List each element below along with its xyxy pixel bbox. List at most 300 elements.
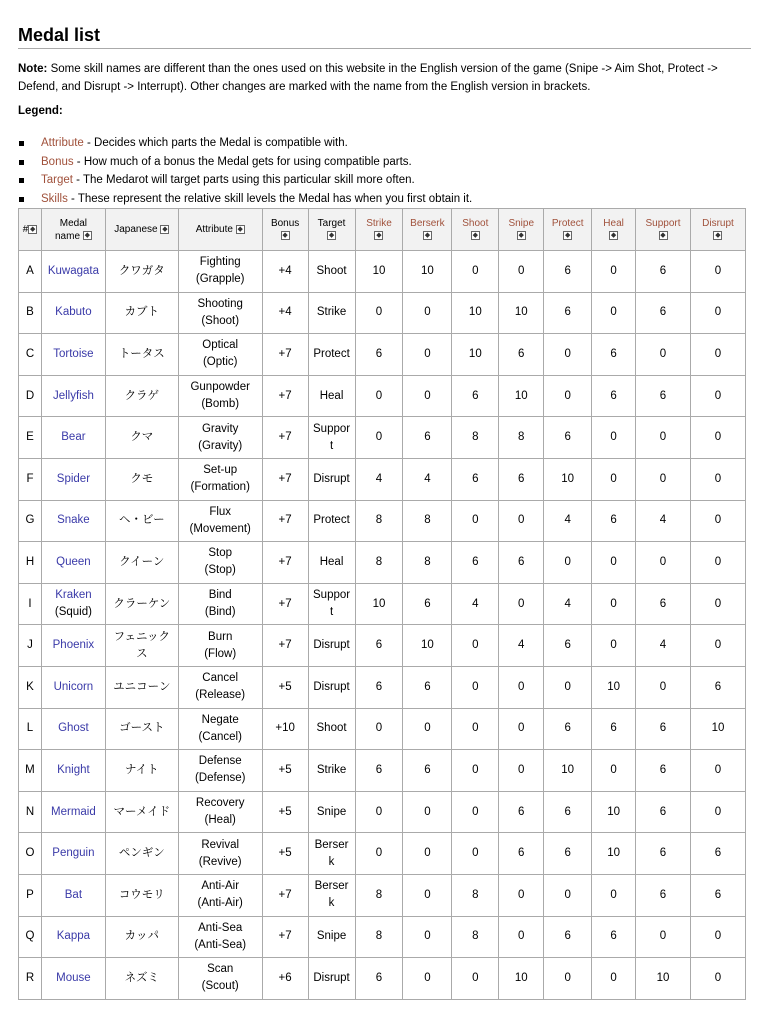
cell-japanese: ペンギン — [105, 833, 178, 875]
medal-name-link[interactable]: Mermaid — [51, 805, 96, 818]
cell-bonus: +5 — [262, 666, 308, 708]
cell-skill-protect: 6 — [544, 251, 592, 293]
sort-icon[interactable]: ◆ — [162, 225, 168, 233]
cell-medal-name[interactable] — [41, 417, 105, 459]
cell-target: Protect — [308, 500, 355, 542]
cell-bonus: +4 — [262, 251, 308, 293]
cell-skill-shoot: 8 — [452, 916, 499, 958]
medal-name-link[interactable]: Kraken — [55, 589, 92, 602]
cell-skill-snipe: 0 — [499, 583, 544, 625]
cell-skill-strike: 0 — [355, 417, 403, 459]
cell-medal-name[interactable] — [41, 334, 105, 376]
cell-skill-heal: 0 — [592, 542, 636, 584]
cell-skill-heal: 10 — [592, 666, 636, 708]
cell-skill-support: 6 — [636, 708, 691, 750]
cell-skill-shoot: 0 — [452, 750, 499, 792]
cell-skill-support: 4 — [636, 500, 691, 542]
cell-id: H — [19, 542, 42, 584]
cell-skill-disrupt: 0 — [690, 458, 745, 500]
table-row — [19, 874, 746, 916]
sort-icon[interactable]: ◆ — [472, 232, 479, 240]
table-row — [19, 833, 746, 875]
table-row — [19, 417, 746, 459]
cell-skill-protect: 0 — [544, 666, 592, 708]
cell-japanese: クワガタ — [105, 251, 178, 293]
cell-skill-berserk: 10 — [403, 251, 452, 293]
cell-skill-berserk: 0 — [403, 958, 452, 1000]
cell-skill-berserk: 10 — [403, 625, 452, 667]
cell-skill-protect: 6 — [544, 417, 592, 459]
cell-japanese: クラーケン — [105, 583, 178, 625]
cell-id: F — [19, 458, 42, 500]
cell-attribute: Set-up (Formation) — [178, 458, 262, 500]
cell-target: Disrupt — [308, 625, 355, 667]
legend-text: - The Medarot will target parts using this particular skill more often. — [72, 174, 415, 186]
cell-target: Strike — [308, 750, 355, 792]
cell-japanese: クイーン — [105, 542, 178, 584]
cell-skill-protect: 6 — [544, 916, 592, 958]
table-row — [19, 292, 746, 334]
cell-skill-disrupt: 0 — [690, 500, 745, 542]
cell-bonus: +7 — [262, 417, 308, 459]
cell-skill-strike: 0 — [355, 791, 403, 833]
cell-skill-berserk: 0 — [403, 334, 452, 376]
cell-skill-strike: 6 — [355, 334, 403, 376]
cell-skill-support: 0 — [636, 458, 691, 500]
cell-skill-shoot: 4 — [452, 583, 499, 625]
medal-name-link[interactable]: Mouse — [56, 971, 91, 984]
cell-bonus: +7 — [262, 500, 308, 542]
cell-id: A — [19, 251, 42, 293]
legend-item-target — [18, 171, 751, 190]
column-header-snipe[interactable]: Snipe ◆ — [499, 209, 544, 251]
cell-skill-support: 0 — [636, 916, 691, 958]
cell-skill-heal: 0 — [592, 458, 636, 500]
cell-skill-protect: 4 — [544, 583, 592, 625]
cell-target: Berser k — [308, 833, 355, 875]
cell-medal-name[interactable] — [41, 958, 105, 1000]
table-row — [19, 334, 746, 376]
cell-target: Heal — [308, 375, 355, 417]
table-row — [19, 542, 746, 584]
cell-target: Protect — [308, 334, 355, 376]
column-header-disrupt[interactable]: Disrupt ◆ — [690, 209, 745, 251]
cell-bonus: +7 — [262, 458, 308, 500]
column-header-name[interactable]: Medal name ◆ — [41, 209, 105, 251]
cell-target: Suppor t — [308, 417, 355, 459]
table-row — [19, 625, 746, 667]
sort-icon[interactable]: ◆ — [30, 225, 36, 233]
cell-bonus: +7 — [262, 375, 308, 417]
cell-id: O — [19, 833, 42, 875]
column-header-id[interactable]: # ◆ — [19, 209, 42, 251]
cell-skill-snipe: 4 — [499, 625, 544, 667]
cell-medal-name[interactable] — [41, 542, 105, 584]
table-row — [19, 791, 746, 833]
sort-icon[interactable]: ◆ — [660, 232, 666, 240]
legend-term[interactable]: Bonus — [41, 155, 74, 168]
cell-skill-snipe: 6 — [499, 334, 544, 376]
cell-skill-disrupt: 0 — [690, 625, 745, 667]
cell-target: Shoot — [308, 251, 355, 293]
cell-skill-heal: 6 — [592, 916, 636, 958]
legend-term[interactable]: Skills — [41, 192, 68, 205]
column-header-heal[interactable]: Heal ◆ — [592, 209, 636, 251]
legend-title: Legend: — [18, 105, 63, 117]
legend-text: - How much of a bonus the Medal gets for using compatible parts. — [73, 155, 412, 168]
sort-icon[interactable]: ◆ — [376, 232, 382, 240]
cell-skill-support: 0 — [636, 542, 691, 584]
cell-skill-protect: 0 — [544, 874, 592, 916]
cell-skill-support: 6 — [636, 874, 691, 916]
cell-medal-name[interactable] — [41, 874, 105, 916]
cell-skill-strike: 10 — [355, 583, 403, 625]
legend-item-bonus — [18, 153, 751, 172]
cell-skill-strike: 6 — [355, 666, 403, 708]
cell-skill-disrupt: 0 — [690, 542, 745, 584]
cell-skill-snipe: 6 — [499, 791, 544, 833]
cell-japanese: ネズミ — [105, 958, 178, 1000]
cell-skill-berserk: 0 — [403, 708, 452, 750]
cell-skill-heal: 0 — [592, 625, 636, 667]
cell-skill-disrupt: 0 — [690, 251, 745, 293]
cell-skill-protect: 0 — [544, 334, 592, 376]
cell-skill-support: 6 — [636, 583, 691, 625]
column-header-strike[interactable]: Strike ◆ — [355, 209, 403, 251]
table-row — [19, 666, 746, 708]
cell-id: J — [19, 625, 42, 667]
cell-skill-support: 0 — [636, 666, 691, 708]
cell-target: Shoot — [308, 708, 355, 750]
sort-icon[interactable]: ◆ — [715, 232, 721, 240]
note-paragraph — [18, 60, 751, 96]
cell-skill-disrupt: 0 — [690, 791, 745, 833]
table-row — [19, 375, 746, 417]
cell-skill-shoot: 0 — [452, 625, 499, 667]
cell-skill-protect: 6 — [544, 292, 592, 334]
cell-skill-disrupt: 0 — [690, 750, 745, 792]
table-row — [19, 458, 746, 500]
cell-skill-protect: 0 — [544, 958, 592, 1000]
cell-skill-berserk: 8 — [403, 500, 452, 542]
medal-name-link[interactable]: Penguin — [52, 847, 95, 860]
cell-bonus: +7 — [262, 542, 308, 584]
column-header-protect[interactable]: Protect ◆ — [544, 209, 592, 251]
cell-skill-snipe: 0 — [499, 666, 544, 708]
column-header-support[interactable]: Support ◆ — [636, 209, 691, 251]
legend-term[interactable]: Target — [41, 174, 73, 186]
cell-skill-heal: 10 — [592, 791, 636, 833]
medal-name-link[interactable]: Bear — [61, 431, 86, 444]
cell-target: Heal — [308, 542, 355, 584]
cell-skill-disrupt: 6 — [690, 833, 745, 875]
cell-attribute: Shooting (Shoot) — [178, 292, 262, 334]
cell-skill-shoot: 0 — [452, 833, 499, 875]
cell-skill-snipe: 6 — [499, 833, 544, 875]
medal-table — [18, 208, 746, 1000]
cell-skill-strike: 0 — [355, 375, 403, 417]
cell-skill-disrupt: 0 — [690, 583, 745, 625]
cell-skill-strike: 0 — [355, 292, 403, 334]
cell-skill-strike: 4 — [355, 458, 403, 500]
cell-attribute: Gunpowder (Bomb) — [178, 375, 262, 417]
sort-icon[interactable]: ◆ — [84, 232, 90, 240]
cell-skill-heal: 0 — [592, 583, 636, 625]
cell-japanese: クラゲ — [105, 375, 178, 417]
cell-id: B — [19, 292, 42, 334]
cell-id: K — [19, 666, 42, 708]
cell-skill-disrupt: 10 — [690, 708, 745, 750]
cell-skill-heal: 0 — [592, 251, 636, 293]
cell-skill-shoot: 10 — [452, 334, 499, 376]
medal-name-link[interactable]: Kappa — [56, 930, 91, 943]
cell-japanese: マーメイド — [105, 791, 178, 833]
table-row — [19, 958, 746, 1000]
medal-name-link[interactable]: Kabuto — [55, 306, 92, 319]
cell-attribute: Bind (Bind) — [178, 583, 262, 625]
medal-name-link[interactable]: Unicorn — [53, 680, 94, 693]
cell-skill-shoot: 0 — [452, 251, 499, 293]
cell-id: D — [19, 375, 42, 417]
cell-skill-snipe: 8 — [499, 417, 544, 459]
header-row — [19, 209, 746, 251]
cell-skill-shoot: 6 — [452, 458, 499, 500]
cell-skill-heal: 0 — [592, 750, 636, 792]
cell-bonus: +7 — [262, 916, 308, 958]
cell-bonus: +7 — [262, 334, 308, 376]
cell-medal-name[interactable] — [41, 625, 105, 667]
cell-skill-shoot: 8 — [452, 417, 499, 459]
cell-medal-name[interactable] — [41, 583, 105, 625]
cell-skill-support: 6 — [636, 251, 691, 293]
cell-attribute: Anti-Air (Anti-Air) — [178, 874, 262, 916]
cell-skill-shoot: 0 — [452, 958, 499, 1000]
cell-skill-snipe: 0 — [499, 251, 544, 293]
cell-skill-snipe: 0 — [499, 874, 544, 916]
cell-japanese: カブト — [105, 292, 178, 334]
cell-medal-name[interactable] — [41, 750, 105, 792]
medal-name-link[interactable]: Jellyfish — [52, 389, 94, 402]
cell-skill-snipe: 10 — [499, 375, 544, 417]
cell-medal-name[interactable] — [41, 916, 105, 958]
cell-skill-snipe: 6 — [499, 542, 544, 584]
cell-bonus: +5 — [262, 750, 308, 792]
cell-attribute: Recovery (Heal) — [178, 791, 262, 833]
cell-skill-heal: 6 — [592, 375, 636, 417]
cell-attribute: Scan (Scout) — [178, 958, 262, 1000]
cell-skill-shoot: 8 — [452, 874, 499, 916]
cell-target: Snipe — [308, 916, 355, 958]
cell-skill-heal: 0 — [592, 292, 636, 334]
column-header-shoot[interactable]: Shoot ◆ — [452, 209, 499, 251]
cell-skill-berserk: 0 — [403, 916, 452, 958]
cell-skill-berserk: 0 — [403, 791, 452, 833]
cell-skill-support: 0 — [636, 334, 691, 376]
medal-name-link[interactable]: Spider — [56, 472, 91, 485]
medal-name-link[interactable]: Knight — [57, 763, 90, 776]
cell-id: L — [19, 708, 42, 750]
table-row — [19, 916, 746, 958]
cell-skill-strike: 8 — [355, 542, 403, 584]
legend-text: - These represent the relative skill levels the Medal has when you first obtain it. — [67, 192, 473, 205]
cell-japanese: ナイト — [105, 750, 178, 792]
cell-target: Suppor t — [308, 583, 355, 625]
cell-skill-heal: 6 — [592, 334, 636, 376]
cell-skill-protect: 6 — [544, 708, 592, 750]
cell-japanese: ヘ・ビー — [105, 500, 178, 542]
cell-bonus: +5 — [262, 791, 308, 833]
cell-skill-support: 10 — [636, 958, 691, 1000]
cell-skill-berserk: 6 — [403, 666, 452, 708]
cell-skill-berserk: 6 — [403, 750, 452, 792]
medal-name-link[interactable]: Tortoise — [53, 347, 94, 360]
cell-skill-disrupt: 0 — [690, 334, 745, 376]
medal-name-link[interactable]: Queen — [56, 555, 91, 568]
cell-skill-disrupt: 0 — [690, 292, 745, 334]
cell-skill-strike: 6 — [355, 750, 403, 792]
medal-name-link[interactable]: Kuwagata — [47, 264, 99, 277]
cell-target: Disrupt — [308, 958, 355, 1000]
cell-skill-strike: 6 — [355, 958, 403, 1000]
medal-name-link[interactable]: Ghost — [58, 722, 89, 735]
sort-icon[interactable]: ◆ — [328, 232, 335, 240]
cell-target: Disrupt — [308, 458, 355, 500]
legend-list — [18, 134, 751, 208]
cell-skill-support: 6 — [636, 292, 691, 334]
cell-attribute: Cancel (Release) — [178, 666, 262, 708]
legend-item-attribute — [18, 134, 751, 153]
page-title: Medal list — [18, 0, 751, 49]
cell-skill-protect: 10 — [544, 458, 592, 500]
cell-skill-shoot: 0 — [452, 708, 499, 750]
cell-skill-support: 4 — [636, 625, 691, 667]
cell-skill-shoot: 6 — [452, 375, 499, 417]
cell-skill-support: 6 — [636, 750, 691, 792]
medal-name-link[interactable]: Phoenix — [52, 639, 95, 652]
sort-icon[interactable]: ◆ — [564, 232, 571, 240]
cell-medal-name[interactable] — [41, 666, 105, 708]
sort-icon[interactable]: ◆ — [518, 232, 524, 240]
cell-skill-snipe: 0 — [499, 500, 544, 542]
cell-skill-protect: 6 — [544, 833, 592, 875]
cell-skill-disrupt: 6 — [690, 666, 745, 708]
table-row — [19, 251, 746, 293]
cell-skill-shoot: 0 — [452, 666, 499, 708]
cell-skill-strike: 10 — [355, 251, 403, 293]
cell-skill-berserk: 6 — [403, 417, 452, 459]
cell-skill-disrupt: 0 — [690, 958, 745, 1000]
cell-japanese: クモ — [105, 458, 178, 500]
cell-attribute: Fighting (Grapple) — [178, 251, 262, 293]
cell-id: M — [19, 750, 42, 792]
sort-icon[interactable]: ◆ — [237, 225, 243, 233]
cell-skill-protect: 6 — [544, 791, 592, 833]
cell-skill-heal: 6 — [592, 708, 636, 750]
cell-attribute: Revival (Revive) — [178, 833, 262, 875]
cell-id: R — [19, 958, 42, 1000]
sort-icon[interactable]: ◆ — [282, 232, 288, 240]
cell-medal-name[interactable] — [41, 708, 105, 750]
cell-skill-protect: 4 — [544, 500, 592, 542]
cell-skill-berserk: 0 — [403, 833, 452, 875]
legend-item-skills — [18, 190, 751, 209]
cell-id: E — [19, 417, 42, 459]
cell-attribute: Stop (Stop) — [178, 542, 262, 584]
cell-skill-snipe: 6 — [499, 458, 544, 500]
cell-japanese: コウモリ — [105, 874, 178, 916]
cell-skill-disrupt: 0 — [690, 417, 745, 459]
legend-text: - Decides which parts the Medal is compatible with. — [83, 137, 348, 149]
table-row — [19, 500, 746, 542]
cell-japanese: クマ — [105, 417, 178, 459]
cell-attribute: Negate (Cancel) — [178, 708, 262, 750]
cell-skill-berserk: 8 — [403, 542, 452, 584]
note-text: Some skill names are different than the ones used on this website in the English version of the game (Snipe -> Aim Shot, Protect -> Defend, and Disrupt -> Interrupt). Other changes are marked with the name from the English version in brackets. — [18, 63, 718, 93]
cell-medal-name[interactable] — [41, 500, 105, 542]
cell-id: N — [19, 791, 42, 833]
cell-target: Disrupt — [308, 666, 355, 708]
column-header-japanese[interactable]: Japanese ◆ — [105, 209, 178, 251]
column-header-berserk[interactable]: Berserk ◆ — [403, 209, 452, 251]
cell-skill-heal: 0 — [592, 417, 636, 459]
legend-term[interactable]: Attribute — [41, 137, 84, 149]
cell-skill-strike: 0 — [355, 833, 403, 875]
cell-skill-snipe: 10 — [499, 958, 544, 1000]
cell-skill-disrupt: 6 — [690, 874, 745, 916]
cell-skill-strike: 8 — [355, 916, 403, 958]
cell-skill-support: 0 — [636, 417, 691, 459]
medal-rows — [19, 251, 746, 1000]
note-label: Note: — [18, 63, 48, 75]
cell-medal-name[interactable] — [41, 375, 105, 417]
cell-japanese: カッパ — [105, 916, 178, 958]
cell-skill-protect: 10 — [544, 750, 592, 792]
cell-medal-name[interactable] — [41, 458, 105, 500]
cell-attribute: Flux (Movement) — [178, 500, 262, 542]
sort-icon[interactable]: ◆ — [424, 232, 431, 240]
column-header-bonus[interactable]: Bonus ◆ — [262, 209, 308, 251]
cell-skill-support: 6 — [636, 375, 691, 417]
cell-skill-snipe: 0 — [499, 708, 544, 750]
cell-attribute: Anti-Sea (Anti-Sea) — [178, 916, 262, 958]
medal-name-link[interactable]: Bat — [64, 888, 83, 901]
medal-english-name: (Squid) — [54, 606, 92, 619]
cell-japanese: ゴースト — [105, 708, 178, 750]
cell-attribute: Burn (Flow) — [178, 625, 262, 667]
cell-attribute: Gravity (Gravity) — [178, 417, 262, 459]
cell-skill-support: 6 — [636, 791, 691, 833]
cell-skill-shoot: 6 — [452, 542, 499, 584]
cell-skill-berserk: 0 — [403, 292, 452, 334]
column-header-target[interactable]: Target ◆ — [308, 209, 355, 251]
cell-medal-name[interactable] — [41, 251, 105, 293]
cell-skill-strike: 8 — [355, 874, 403, 916]
medal-name-link[interactable]: Snake — [57, 514, 90, 527]
table-row — [19, 583, 746, 625]
cell-medal-name[interactable] — [41, 292, 105, 334]
cell-medal-name[interactable] — [41, 833, 105, 875]
sort-icon[interactable]: ◆ — [610, 232, 617, 240]
cell-target: Snipe — [308, 791, 355, 833]
cell-japanese: トータス — [105, 334, 178, 376]
cell-bonus: +10 — [262, 708, 308, 750]
cell-medal-name[interactable] — [41, 791, 105, 833]
cell-bonus: +7 — [262, 874, 308, 916]
table-row — [19, 750, 746, 792]
cell-id: I — [19, 583, 42, 625]
cell-bonus: +4 — [262, 292, 308, 334]
column-header-attribute[interactable]: Attribute ◆ — [178, 209, 262, 251]
